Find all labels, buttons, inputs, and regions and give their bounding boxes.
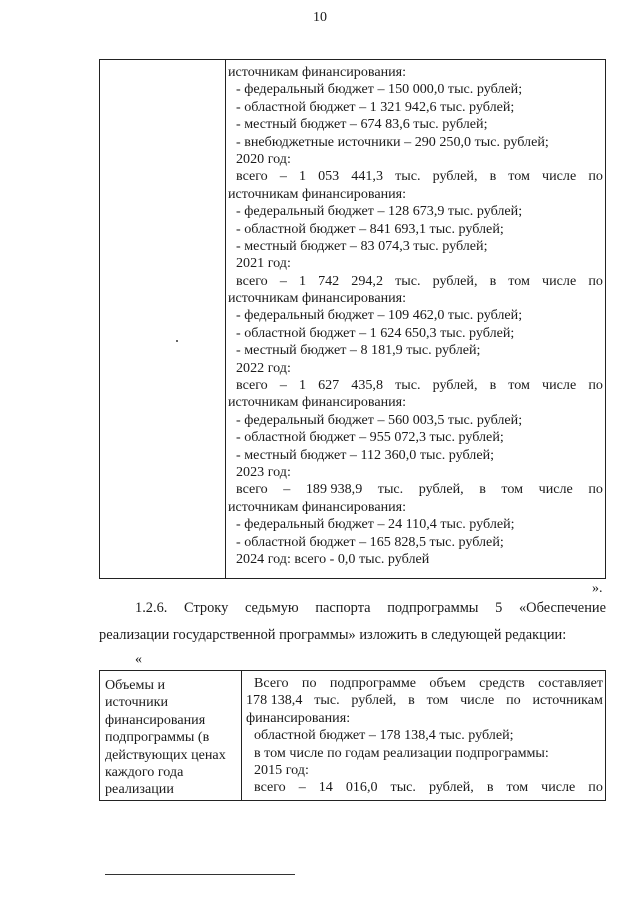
text-line: источникам финансирования: — [228, 290, 407, 307]
word: 1.2.6. — [135, 600, 168, 616]
header-line: Объемы и — [105, 677, 165, 693]
header-line: источники — [105, 694, 169, 711]
word: средств — [479, 675, 525, 691]
scan-dot — [176, 340, 178, 342]
text-line: - федеральный бюджет – 109 462,0 тыс. рублей; — [236, 307, 523, 324]
word: Строку — [184, 600, 229, 616]
text-line — [246, 692, 603, 709]
word: в — [479, 481, 486, 498]
word: всего — [236, 168, 268, 185]
word: в — [486, 779, 494, 796]
word: объем — [429, 675, 466, 691]
word: по — [588, 377, 603, 394]
word: 178 138,4 — [246, 692, 303, 709]
text-line: источникам финансирования: — [228, 64, 407, 80]
word: 1 — [298, 168, 306, 185]
word: тыс. — [395, 272, 421, 289]
word: «Обеспечение — [518, 600, 606, 616]
page-number: 10 — [313, 10, 327, 25]
word: том — [508, 168, 530, 185]
word: числе — [542, 168, 577, 185]
amendment-paragraph-line2: реализации государственной программы» изложить в следующей редакции: — [99, 627, 567, 643]
text-line — [246, 779, 603, 796]
text-line: 2020 год: — [236, 150, 291, 167]
word: седьмую — [244, 600, 299, 616]
amendment-paragraph-line1 — [99, 600, 606, 617]
text-line: 2023 год: — [236, 463, 291, 480]
word: числе — [460, 692, 495, 709]
text-line: - областной бюджет – 165 828,5 тыс. рублей; — [236, 533, 504, 550]
text-line: - внебюджетные источники – 290 250,0 тыс. рублей; — [236, 133, 549, 150]
word: рублей, — [428, 779, 474, 796]
word: – — [279, 168, 287, 185]
word: 053 — [318, 168, 340, 185]
word: в — [489, 168, 497, 185]
word: составляет — [538, 675, 603, 691]
word: тыс. — [390, 779, 416, 796]
word: 627 — [318, 377, 340, 394]
word: тыс. — [395, 168, 421, 185]
word: рублей, — [432, 377, 478, 394]
text-line: - областной бюджет – 955 072,3 тыс. рублей; — [236, 429, 504, 446]
text-line: 2015 год: — [254, 761, 309, 778]
text-line: финансирования: — [246, 709, 351, 726]
text-line: - федеральный бюджет – 24 110,4 тыс. рублей; — [236, 516, 515, 533]
text-line: - федеральный бюджет – 150 000,0 тыс. рублей; — [236, 81, 523, 98]
word: тыс. — [395, 377, 421, 394]
word: том — [501, 481, 524, 498]
text-line: 2024 год: всего - 0,0 тыс. рублей — [236, 550, 430, 567]
text-line: областной бюджет – 178 138,4 тыс. рублей; — [254, 727, 514, 744]
word: 294,2 — [351, 272, 383, 289]
text-line: источникам финансирования: — [228, 185, 407, 202]
word: числе — [538, 481, 573, 498]
text-line: - местный бюджет – 8 181,9 тыс. рублей; — [236, 342, 481, 359]
word: 1 — [298, 377, 306, 394]
text-line: - местный бюджет – 112 360,0 тыс. рублей; — [236, 446, 495, 463]
word: 14 — [318, 779, 333, 796]
word: паспорта — [315, 600, 371, 616]
header-line: подпрограммы (в — [105, 729, 210, 746]
column-divider — [241, 671, 242, 800]
opening-quote: « — [135, 652, 142, 667]
word: тыс. — [377, 481, 404, 498]
word: том — [508, 377, 530, 394]
word: числе — [541, 779, 576, 796]
word: 435,8 — [351, 377, 383, 394]
word: том — [508, 272, 530, 289]
text-line: - местный бюджет – 674 83,6 тыс. рублей; — [236, 116, 488, 133]
word: рублей, — [432, 168, 478, 185]
text-line: - областной бюджет – 1 321 942,6 тыс. рублей; — [236, 98, 515, 115]
column-divider — [225, 60, 226, 578]
word: всего — [236, 481, 268, 498]
text-line: в том числе по годам реализации подпрограммы: — [254, 744, 549, 761]
word: в — [408, 692, 415, 709]
word: всего — [236, 377, 268, 394]
word: подпрограмме — [329, 675, 417, 691]
closing-quote: ». — [592, 581, 603, 596]
word: всего — [254, 779, 286, 796]
word: рублей, — [418, 481, 464, 498]
word: том — [506, 779, 529, 796]
text-line: 2022 год: — [236, 359, 291, 376]
word: в — [489, 377, 497, 394]
text-line — [228, 168, 603, 185]
text-line — [246, 675, 603, 692]
text-line: - областной бюджет – 841 693,1 тыс. рублей; — [236, 220, 504, 237]
footnote-rule — [105, 874, 295, 875]
word: числе — [542, 272, 577, 289]
word: Всего — [254, 675, 289, 691]
row-header-cell — [105, 677, 239, 799]
word: – — [279, 377, 287, 394]
text-line: 2021 год: — [236, 255, 291, 272]
word: 5 — [495, 600, 503, 616]
subprogram-funding-table — [99, 670, 606, 801]
text-line: - федеральный бюджет – 128 673,9 тыс. рублей; — [236, 203, 523, 220]
word: по — [588, 481, 603, 498]
word: всего — [236, 272, 268, 289]
word: том — [426, 692, 449, 709]
header-line: финансирования — [105, 711, 206, 728]
word: по — [588, 272, 603, 289]
word: тыс. — [314, 692, 340, 709]
funding-details-cell — [246, 675, 603, 797]
word: по — [301, 675, 317, 691]
header-line: действующих ценах — [105, 746, 226, 763]
text-line: - областной бюджет – 1 624 650,3 тыс. рублей; — [236, 324, 515, 341]
text-line — [228, 377, 603, 394]
word: 189 938,9 — [305, 481, 363, 498]
word: 016,0 — [345, 779, 378, 796]
word: по — [588, 779, 603, 796]
word: 1 — [298, 272, 306, 289]
budget-table-continuation — [99, 59, 606, 579]
text-line: источникам финансирования: — [228, 394, 407, 411]
word: числе — [542, 377, 577, 394]
funding-details-cell — [228, 64, 603, 568]
word: по — [588, 168, 603, 185]
word: рублей, — [351, 692, 397, 709]
word: – — [298, 779, 306, 796]
header-line: каждого года — [105, 763, 184, 780]
header-line: реализации — [105, 781, 174, 798]
word: в — [489, 272, 497, 289]
word: подпрограммы — [387, 600, 479, 616]
word: 441,3 — [351, 168, 383, 185]
text-line: - местный бюджет – 83 074,3 тыс. рублей; — [236, 237, 488, 254]
word: по — [506, 692, 521, 709]
text-line: - федеральный бюджет – 560 003,5 тыс. рублей; — [236, 411, 523, 428]
text-line — [228, 273, 603, 290]
word: источникам — [532, 692, 603, 709]
text-line: источникам финансирования: — [228, 498, 407, 515]
word: – — [279, 272, 287, 289]
word: рублей, — [432, 272, 478, 289]
text-line — [228, 481, 603, 498]
word: – — [283, 481, 291, 498]
word: 742 — [318, 272, 340, 289]
